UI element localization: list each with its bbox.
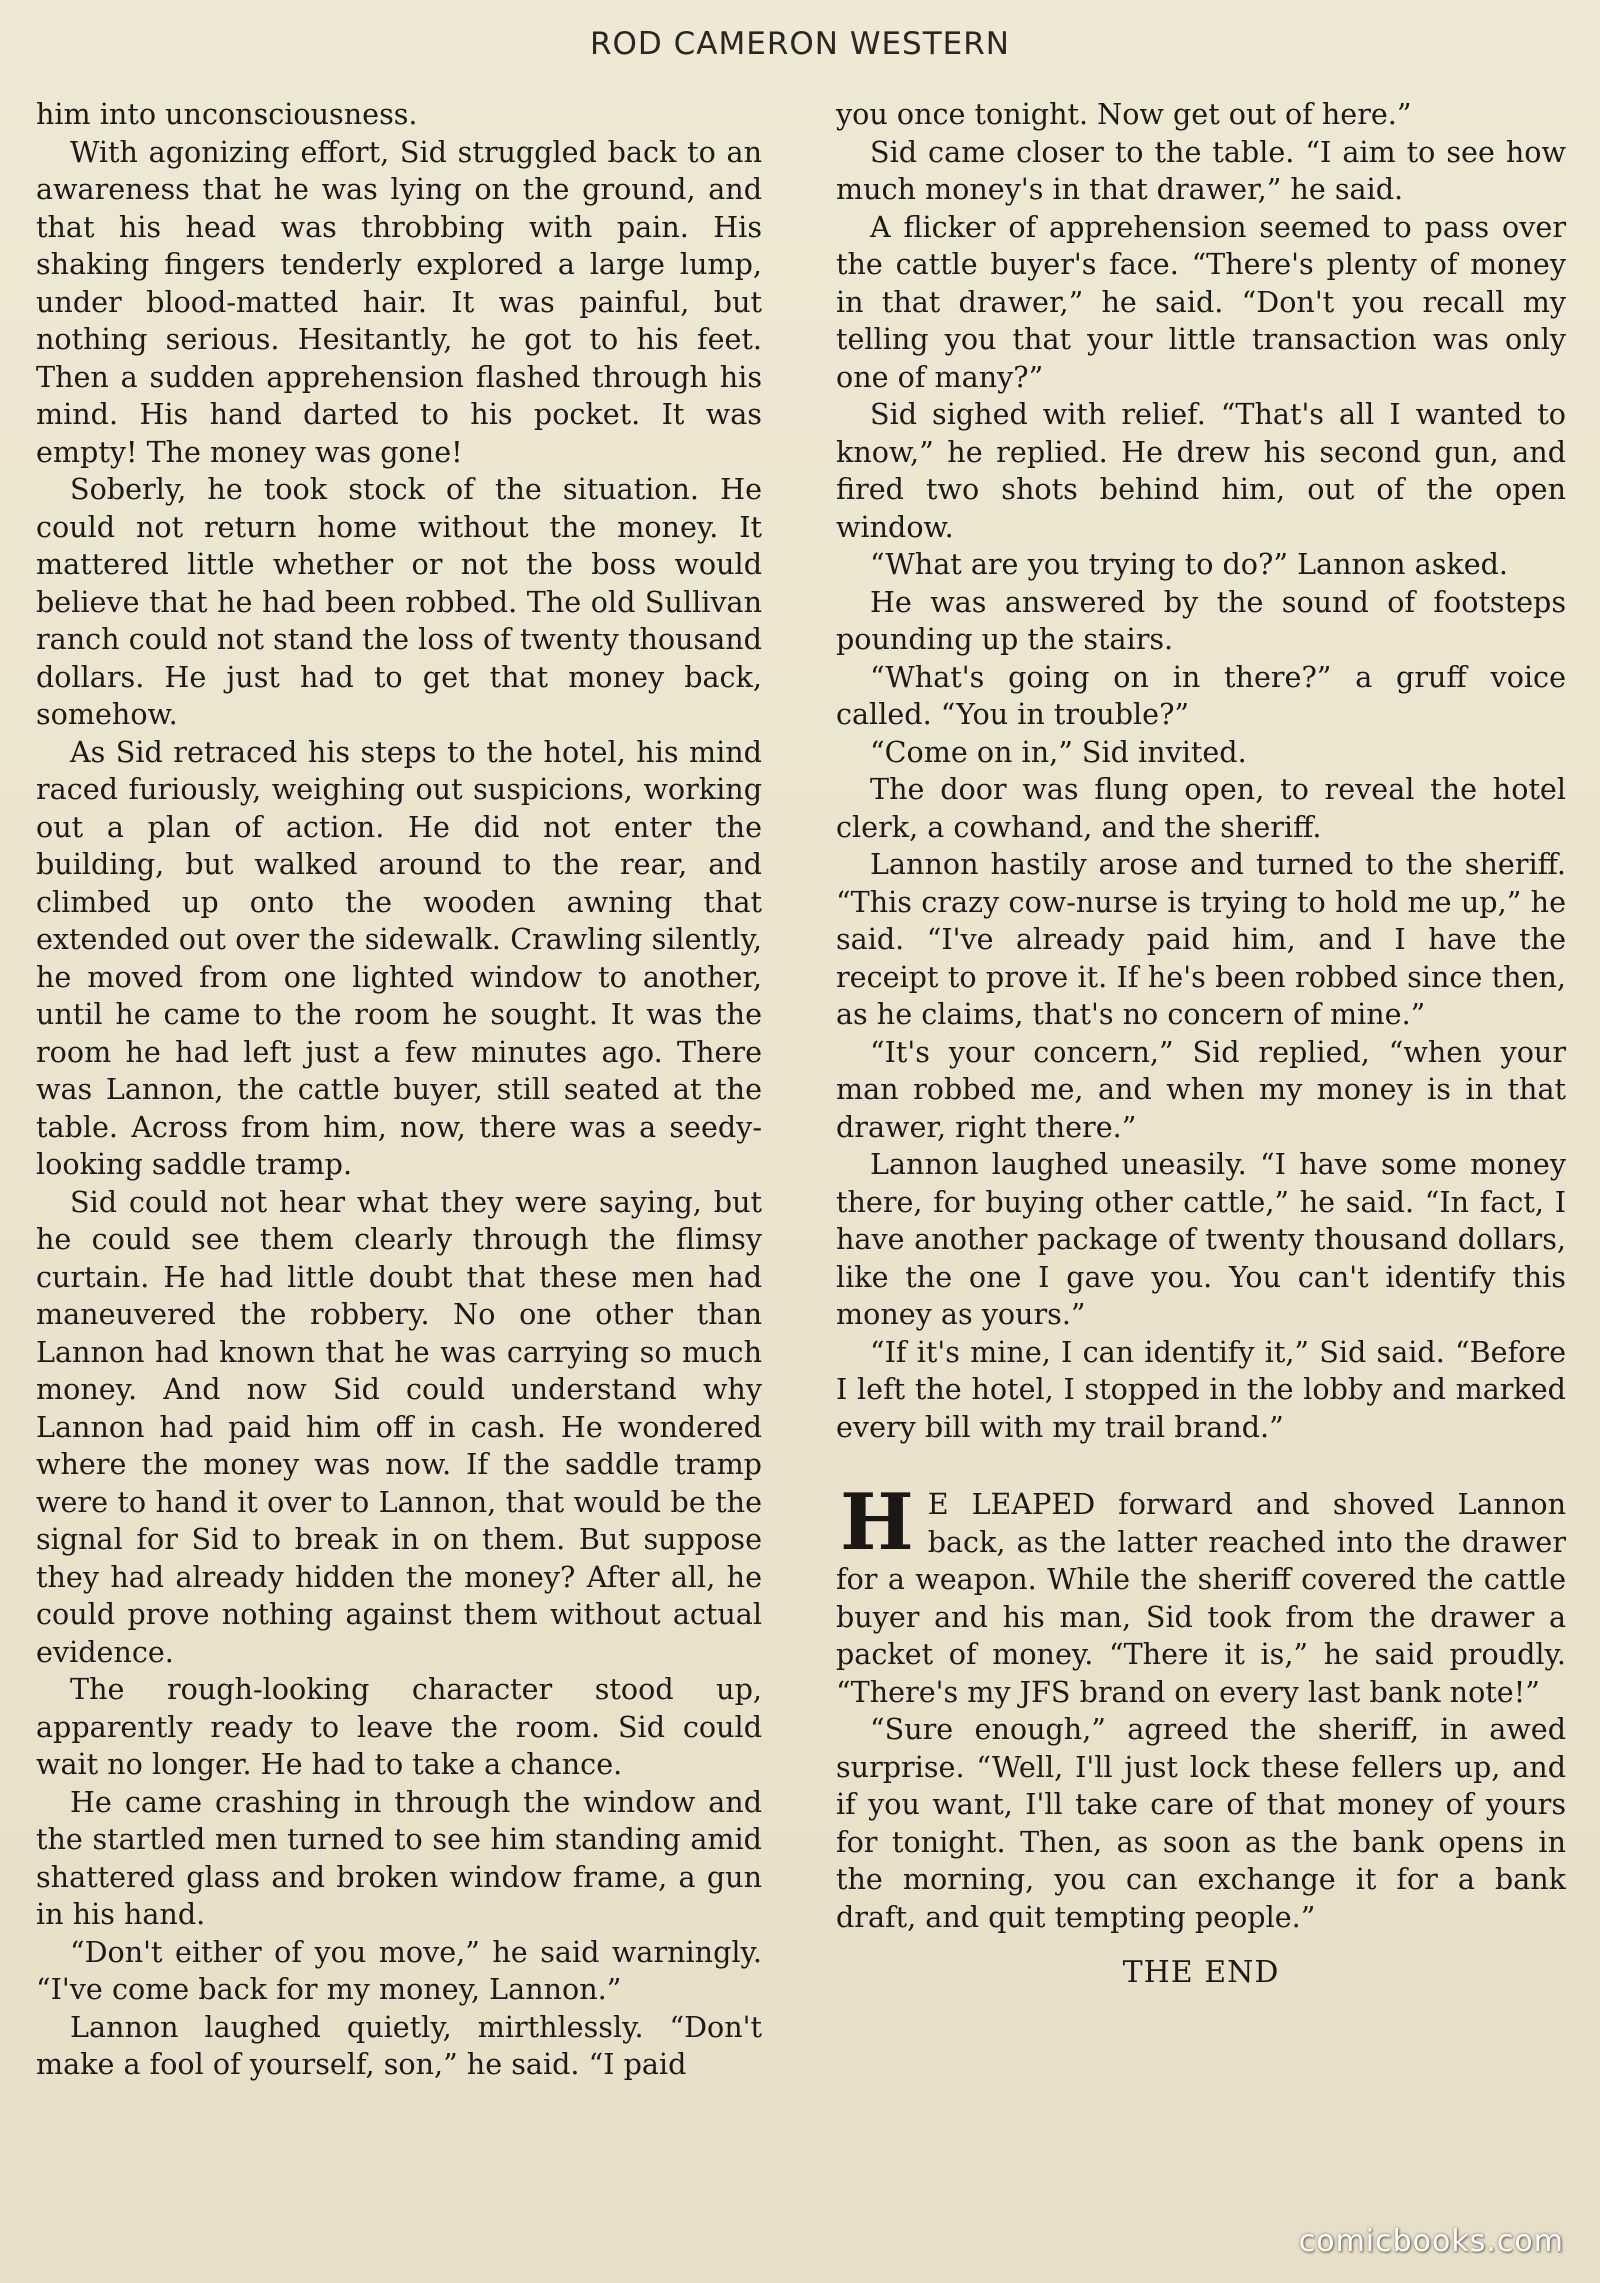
story-paragraph: Lannon laughed uneasily. “I have some money there, for buying other cattle,” he said. “In fact, I have another package of twenty thousand dollars, like the one I gave you. You can't identify this money as yours.” <box>836 1147 1566 1331</box>
story-paragraph: The door was flung open, to reveal the hotel clerk, a cowhand, and the sheriff. <box>836 772 1566 844</box>
story-paragraph: “What are you trying to do?” Lannon asked. <box>870 547 1509 581</box>
story-paragraph: Sid sighed with relief. “That's all I wanted to know,” he replied. He drew his second gun, and fired two shots behind him, out of the open window. <box>836 397 1566 544</box>
right-column <box>836 96 1566 1992</box>
story-paragraph: him into unconsciousness. <box>36 97 418 131</box>
story-paragraph: As Sid retraced his steps to the hotel, his mind raced furiously, weighing out suspicions, working out a plan of action. He did not enter the building, but walked around to the rear, and climbed up onto the wooden awning that extended out over the sidewalk. Crawling silently, he moved from one lighted window to another, until he came to the room he sought. It was the room he had left just a few minutes ago. There was Lannon, the cattle buyer, still seated at the table. Across from him, now, there was a seedy-looking saddle tramp. <box>36 734 762 1181</box>
story-paragraph: The rough-looking character stood up, apparently ready to leave the room. Sid could wait no longer. He had to take a chance. <box>36 1672 762 1781</box>
story-paragraph: Sid could not hear what they were saying, but he could see them clearly through the flimsy curtain. He had little doubt that these men had maneuvered the robbery. No one other than Lannon had known that he was carrying so much money. And now Sid could understand why Lannon had paid him off in cash. He wondered where the money was now. If the saddle tramp were to hand it over to Lannon, that would be the signal for Sid to break in on them. But suppose they had already hidden the money? After all, he could prove nothing against them without actual evidence. <box>36 1184 762 1669</box>
page-header: ROD CAMERON WESTERN <box>589 26 1010 62</box>
story-paragraph: “Don't either of you move,” he said warningly. “I've come back for my money, Lannon.” <box>36 1934 762 2006</box>
story-paragraph: “If it's mine, I can identify it,” Sid said. “Before I left the hotel, I stopped in the lobby and marked every bill with my trail brand.” <box>836 1334 1566 1444</box>
story-paragraph: Lannon laughed quietly, mirthlessly. “Don't make a fool of yourself, son,” he said. “I paid <box>36 2009 762 2081</box>
drop-cap-letter: H <box>840 1477 914 1568</box>
site-watermark: comicbooks.com <box>1298 2224 1564 2259</box>
story-paragraph: He was answered by the sound of footsteps pounding up the stairs. <box>836 584 1566 656</box>
the-end-label: THE END <box>1122 1955 1280 1990</box>
story-paragraph: He came crashing in through the window and the startled men turned to see him standing amid shattered glass and broken window frame, a gun in his hand. <box>36 1784 762 1931</box>
story-paragraph: Lannon hastily arose and turned to the sheriff. “This crazy cow-nurse is trying to hold me up,” he said. “I've already paid him, and I have the receipt to prove it. If he's been robbed since then, as he claims, that's no concern of mine.” <box>836 847 1566 1031</box>
dropcap-paragraph-text: E LEAPED forward and shoved Lannon back, as the latter reached into the drawer for a weapon. While the sheriff covered the cattle buyer and his man, Sid took from the drawer a packet of money. “There it is,” he said proudly. “There's my JFS brand on every last bank note!” <box>836 1487 1566 1709</box>
story-paragraph: “It's your concern,” Sid replied, “when your man robbed me, and when my money is in that drawer, right there.” <box>836 1034 1566 1144</box>
story-paragraph: A flicker of apprehension seemed to pass over the cattle buyer's face. “There's plenty of money in that drawer,” he said. “Don't you recall my telling you that your little transaction was only one of many?” <box>836 209 1566 394</box>
dropcap-paragraph <box>836 1477 1566 1711</box>
story-paragraph: “What's going on in there?” a gruff voice called. “You in trouble?” <box>836 659 1566 731</box>
story-paragraph: “Come on in,” Sid invited. <box>870 734 1247 769</box>
story-paragraph: Soberly, he took stock of the situation. He could not return home without the money. It mattered little whether or not the boss would believe that he had been robbed. The old Sullivan ranch could not stand the loss of twenty thousand dollars. He just had to get that money back, somehow. <box>36 472 762 731</box>
story-paragraph: “Sure enough,” agreed the sheriff, in awed surprise. “Well, I'll just lock these fellers up, and if you want, I'll take care of that money of yours for tonight. Then, as soon as the bank opens in the morning, you can exchange it for a bank draft, and quit tempting people.” <box>836 1712 1566 1934</box>
left-column <box>36 96 762 2084</box>
story-paragraph: Sid came closer to the table. “I aim to see how much money's in that drawer,” he said. <box>836 134 1566 206</box>
story-paragraph: With agonizing effort, Sid struggled back to an awareness that he was lying on the ground, and that his head was throbbing with pain. His shaking fingers tenderly explored a large lump, under blood-matted hair. It was painful, but nothing serious. Hesitantly, he got to his feet. Then a sudden apprehension flashed through his mind. His hand darted to his pocket. It was empty! The money was gone! <box>36 134 762 469</box>
story-paragraph: you once tonight. Now get out of here.” <box>836 97 1412 131</box>
